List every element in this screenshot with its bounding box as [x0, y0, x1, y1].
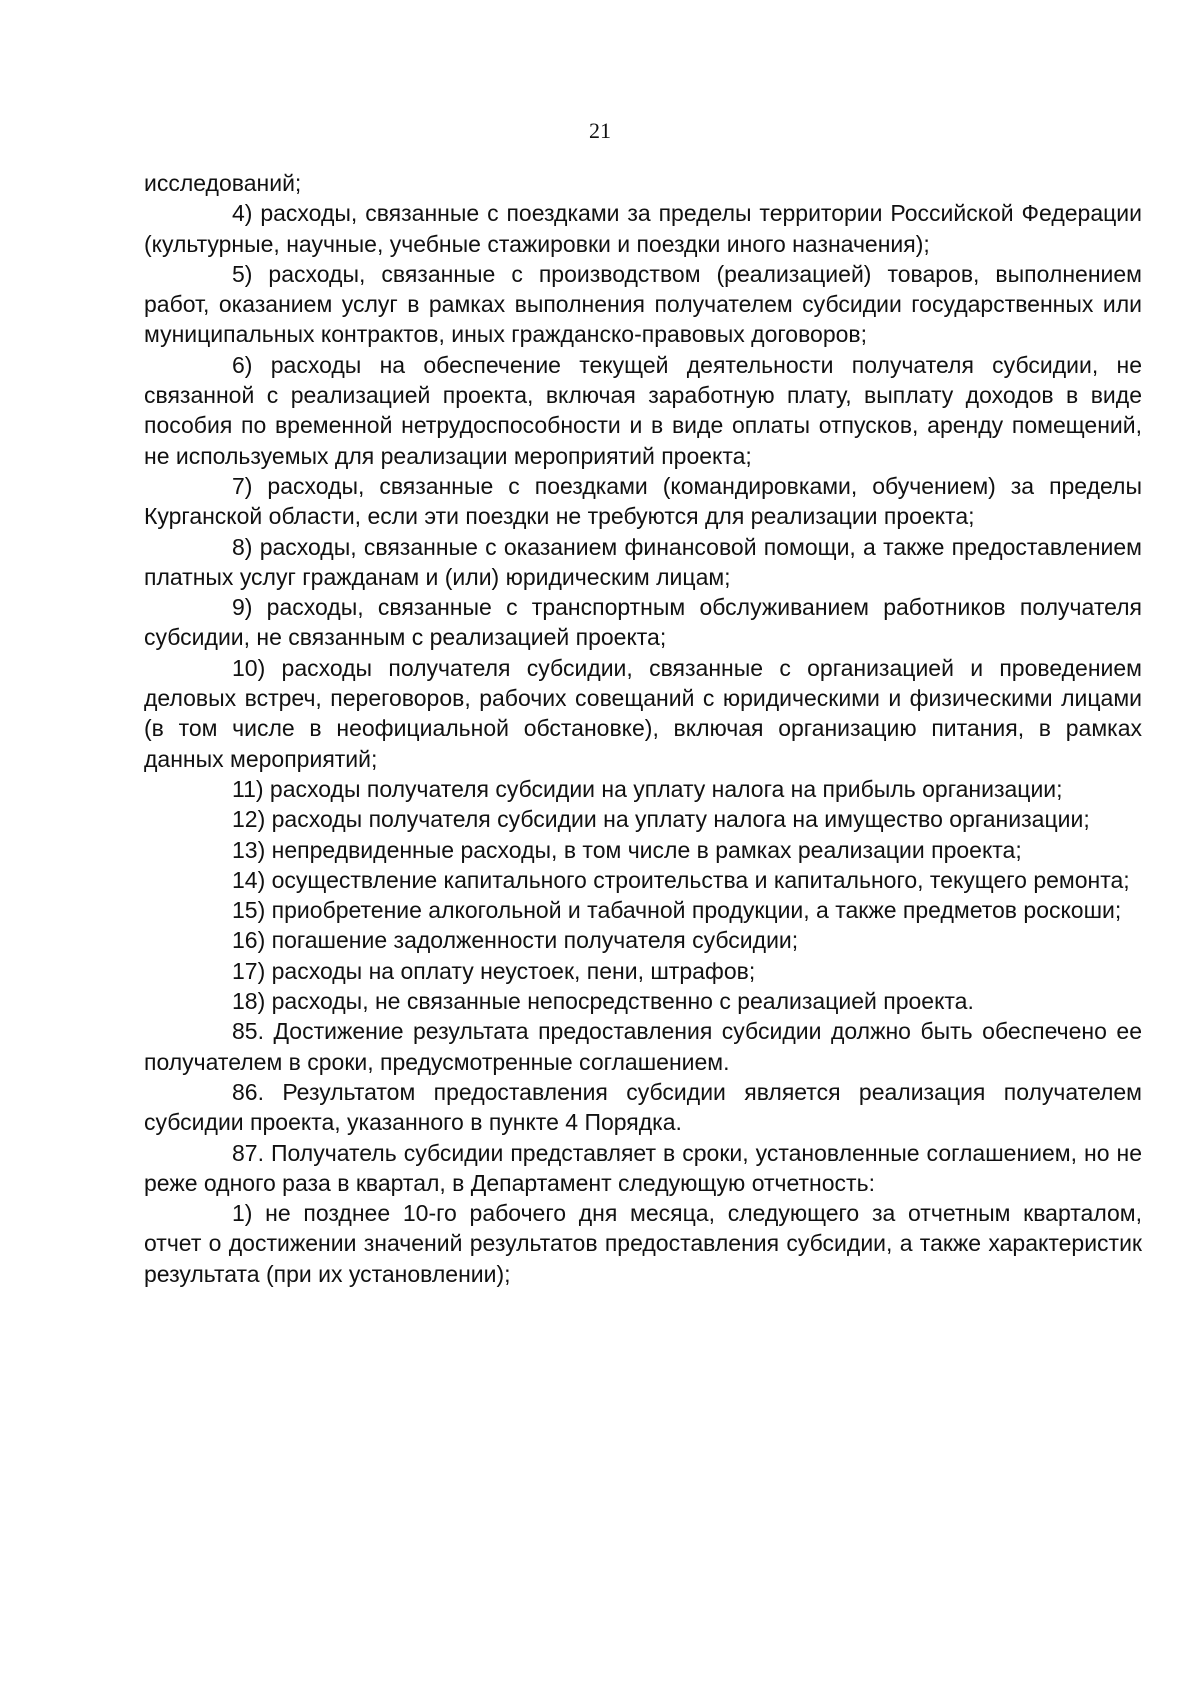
list-item-7: 7) расходы, связанные с поездками (командировками, обучением) за пределы Курганской области, если эти поездки не требуются для реализации проекта;: [144, 472, 1142, 530]
list-item-15: 15) приобретение алкогольной и табачной продукции, а также предметов роскоши;: [232, 897, 1122, 924]
list-item-12: 12) расходы получателя субсидии на уплату налога на имущество организации;: [232, 806, 1090, 833]
clause-87-item-1: 1) не позднее 10-го рабочего дня месяца, следующего за отчетным кварталом, отчет о достижении значений результатов предоставления субсидии, а также характеристик результата (при их установлении);: [144, 1200, 1142, 1287]
list-item-5: 5) расходы, связанные с производством (реализацией) товаров, выполнением работ, оказанием услуг в рамках выполнения получателем субсидии государственных или муниципальных контрактов, иных гражданско-правовых договоров;: [144, 260, 1142, 348]
list-item-13: 13) непредвиденные расходы, в том числе в рамках реализации проекта;: [232, 836, 1022, 863]
list-item-18: 18) расходы, не связанные непосредственно с реализацией проекта.: [232, 988, 974, 1015]
clause-87: 87. Получатель субсидии представляет в сроки, установленные соглашением, но не реже одного раза в квартал, в Департамент следующую отчетность:: [144, 1139, 1142, 1196]
list-item-6: 6) расходы на обеспечение текущей деятельности получателя субсидии, не связанной с реализацией проекта, включая заработную плату, выплату доходов в виде пособия по временной нетрудоспособности и в виде оплаты отпусков, аренду помещений, не используемых для реализации мероприятий проекта;: [144, 351, 1142, 469]
list-item-4: 4) расходы, связанные с поездками за пределы территории Российской Федерации (культурные, научные, учебные стажировки и поездки иного назначения);: [144, 200, 1142, 257]
list-item-17: 17) расходы на оплату неустоек, пени, штрафов;: [232, 957, 756, 984]
list-item-14: 14) осуществление капитального строительства и капитального, текущего ремонта;: [232, 866, 1130, 893]
document-body: [144, 168, 1142, 1289]
list-item-16: 16) погашение задолженности получателя субсидии;: [232, 927, 799, 954]
list-item-8: 8) расходы, связанные с оказанием финансовой помощи, а также предоставлением платных услуг гражданам и (или) юридическим лицам;: [144, 533, 1142, 590]
clause-86: 86. Результатом предоставления субсидии является реализация получателем субсидии проекта, указанного в пункте 4 Порядка.: [144, 1078, 1142, 1136]
paragraph-continuation: исследований;: [144, 170, 302, 196]
clause-85: 85. Достижение результата предоставления субсидии должно быть обеспечено ее получателем в сроки, предусмотренные соглашением.: [144, 1018, 1142, 1075]
list-item-10: 10) расходы получателя субсидии, связанные с организацией и проведением деловых встреч, переговоров, рабочих совещаний с юридическими и физическими лицами (в том числе в неофициальной обстановке), включая организацию питания, в рамках данных мероприятий;: [144, 654, 1142, 772]
page-number: 21: [589, 118, 611, 143]
list-item-9: 9) расходы, связанные с транспортным обслуживанием работников получателя субсидии, не связанным с реализацией проекта;: [144, 594, 1142, 651]
list-item-11: 11) расходы получателя субсидии на уплату налога на прибыль организации;: [232, 775, 1063, 802]
